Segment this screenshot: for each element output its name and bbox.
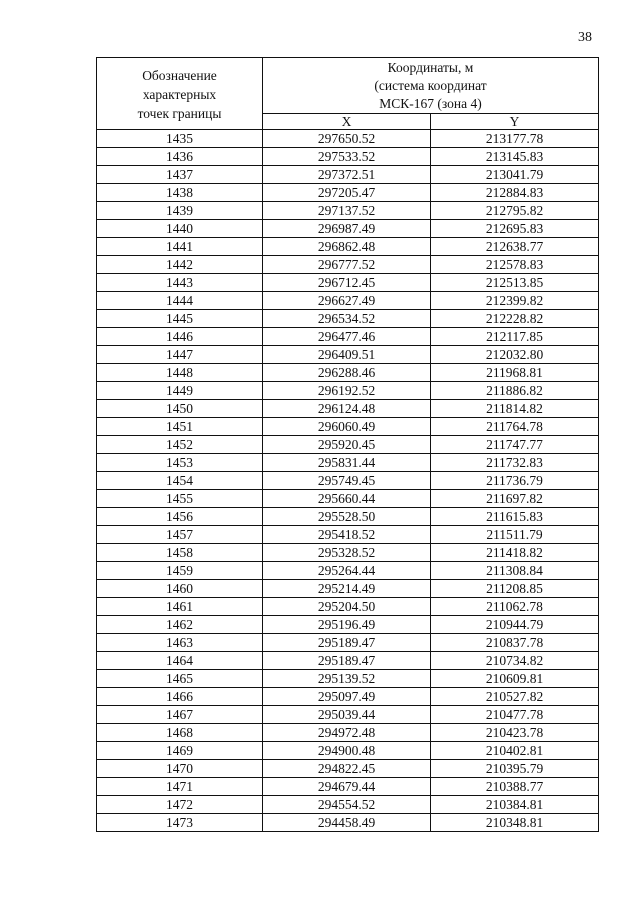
x-coordinate-cell: 297533.52 (263, 148, 431, 166)
table-row (97, 724, 599, 742)
x-coordinate-cell: 297137.52 (263, 202, 431, 220)
y-coordinate-cell: 211062.78 (431, 598, 599, 616)
y-coordinate-cell: 211697.82 (431, 490, 599, 508)
table-row (97, 490, 599, 508)
table-row (97, 814, 599, 832)
x-coordinate-cell: 295039.44 (263, 706, 431, 724)
table-row (97, 544, 599, 562)
point-cell: 1445 (97, 310, 263, 328)
x-coordinate-cell: 296862.48 (263, 238, 431, 256)
page-number: 38 (578, 30, 592, 45)
y-coordinate-cell: 210734.82 (431, 652, 599, 670)
table-row (97, 130, 599, 148)
y-coordinate-cell: 212695.83 (431, 220, 599, 238)
y-coordinate-cell: 213041.79 (431, 166, 599, 184)
table-row (97, 436, 599, 454)
point-cell: 1471 (97, 778, 263, 796)
table-row (97, 346, 599, 364)
y-coordinate-cell: 212578.83 (431, 256, 599, 274)
table-row (97, 418, 599, 436)
x-coordinate-cell: 295528.50 (263, 508, 431, 526)
point-cell: 1438 (97, 184, 263, 202)
point-cell: 1466 (97, 688, 263, 706)
y-coordinate-cell: 210944.79 (431, 616, 599, 634)
y-coordinate-cell: 212117.85 (431, 328, 599, 346)
x-coordinate-cell: 294458.49 (263, 814, 431, 832)
table-row (97, 184, 599, 202)
y-column-header: Y (431, 114, 599, 130)
table-row (97, 166, 599, 184)
table-row (97, 508, 599, 526)
x-coordinate-cell: 295418.52 (263, 526, 431, 544)
y-coordinate-cell: 211732.83 (431, 454, 599, 472)
point-cell: 1467 (97, 706, 263, 724)
x-coordinate-cell: 295196.49 (263, 616, 431, 634)
point-cell: 1463 (97, 634, 263, 652)
y-coordinate-cell: 210477.78 (431, 706, 599, 724)
coords-header-line-2: (система координат (374, 78, 487, 93)
point-cell: 1457 (97, 526, 263, 544)
x-coordinate-cell: 296477.46 (263, 328, 431, 346)
point-cell: 1436 (97, 148, 263, 166)
table-row (97, 202, 599, 220)
point-cell: 1449 (97, 382, 263, 400)
point-cell: 1451 (97, 418, 263, 436)
x-coordinate-cell: 296192.52 (263, 382, 431, 400)
point-cell: 1462 (97, 616, 263, 634)
table-row (97, 148, 599, 166)
x-coordinate-cell: 294554.52 (263, 796, 431, 814)
table-row (97, 238, 599, 256)
point-cell: 1452 (97, 436, 263, 454)
table-row (97, 634, 599, 652)
y-coordinate-cell: 210527.82 (431, 688, 599, 706)
x-coordinate-cell: 295660.44 (263, 490, 431, 508)
table-row (97, 364, 599, 382)
table-row (97, 220, 599, 238)
x-coordinate-cell: 296409.51 (263, 346, 431, 364)
x-coordinate-cell: 297650.52 (263, 130, 431, 148)
x-coordinate-cell: 296987.49 (263, 220, 431, 238)
table-row (97, 382, 599, 400)
y-coordinate-cell: 210384.81 (431, 796, 599, 814)
point-cell: 1450 (97, 400, 263, 418)
table-row (97, 796, 599, 814)
point-cell: 1441 (97, 238, 263, 256)
x-coordinate-cell: 296534.52 (263, 310, 431, 328)
table-row (97, 598, 599, 616)
coordinates-table (96, 57, 599, 832)
y-coordinate-cell: 211886.82 (431, 382, 599, 400)
table-row (97, 526, 599, 544)
table-row (97, 454, 599, 472)
coords-header-line-1: Координаты, м (387, 60, 474, 75)
x-coordinate-cell: 295920.45 (263, 436, 431, 454)
point-cell: 1456 (97, 508, 263, 526)
x-coordinate-cell: 295831.44 (263, 454, 431, 472)
y-coordinate-cell: 211511.79 (431, 526, 599, 544)
y-coordinate-cell: 212638.77 (431, 238, 599, 256)
table-row (97, 292, 599, 310)
y-coordinate-cell: 211764.78 (431, 418, 599, 436)
y-coordinate-cell: 210348.81 (431, 814, 599, 832)
y-coordinate-cell: 212513.85 (431, 274, 599, 292)
point-cell: 1458 (97, 544, 263, 562)
y-coordinate-cell: 211814.82 (431, 400, 599, 418)
point-cell: 1446 (97, 328, 263, 346)
x-coordinate-cell: 295328.52 (263, 544, 431, 562)
point-cell: 1464 (97, 652, 263, 670)
x-coordinate-cell: 295189.47 (263, 634, 431, 652)
point-cell: 1468 (97, 724, 263, 742)
point-header-line-3: точек границы (137, 106, 222, 121)
point-cell: 1437 (97, 166, 263, 184)
point-cell: 1435 (97, 130, 263, 148)
x-coordinate-cell: 296124.48 (263, 400, 431, 418)
table-row (97, 616, 599, 634)
point-cell: 1461 (97, 598, 263, 616)
x-coordinate-cell: 294822.45 (263, 760, 431, 778)
point-header-line-2: характерных (142, 87, 217, 102)
y-coordinate-cell: 212884.83 (431, 184, 599, 202)
y-coordinate-cell: 212795.82 (431, 202, 599, 220)
y-coordinate-cell: 210609.81 (431, 670, 599, 688)
point-cell: 1439 (97, 202, 263, 220)
table-row (97, 328, 599, 346)
point-cell: 1469 (97, 742, 263, 760)
y-coordinate-cell: 211736.79 (431, 472, 599, 490)
point-cell: 1448 (97, 364, 263, 382)
x-coordinate-cell: 294972.48 (263, 724, 431, 742)
y-coordinate-cell: 211208.85 (431, 580, 599, 598)
point-cell: 1459 (97, 562, 263, 580)
table-row (97, 652, 599, 670)
point-cell: 1444 (97, 292, 263, 310)
y-coordinate-cell: 211418.82 (431, 544, 599, 562)
table-row (97, 400, 599, 418)
x-coordinate-cell: 295264.44 (263, 562, 431, 580)
point-cell: 1455 (97, 490, 263, 508)
x-coordinate-cell: 295097.49 (263, 688, 431, 706)
table-row (97, 760, 599, 778)
x-coordinate-cell: 295204.50 (263, 598, 431, 616)
y-coordinate-cell: 210402.81 (431, 742, 599, 760)
point-cell: 1440 (97, 220, 263, 238)
y-coordinate-cell: 212228.82 (431, 310, 599, 328)
point-header-line-1: Обозначение (142, 68, 217, 83)
x-coordinate-cell: 297372.51 (263, 166, 431, 184)
table-row (97, 562, 599, 580)
table-row (97, 256, 599, 274)
table-row (97, 580, 599, 598)
table-row (97, 706, 599, 724)
y-coordinate-cell: 213177.78 (431, 130, 599, 148)
table-row (97, 670, 599, 688)
y-coordinate-cell: 210395.79 (431, 760, 599, 778)
table-row (97, 310, 599, 328)
point-cell: 1465 (97, 670, 263, 688)
coordinates-header (263, 58, 599, 114)
x-coordinate-cell: 295189.47 (263, 652, 431, 670)
x-column-header: X (263, 114, 431, 130)
coords-header-line-3: МСК-167 (зона 4) (379, 96, 482, 111)
point-cell: 1442 (97, 256, 263, 274)
x-coordinate-cell: 296712.45 (263, 274, 431, 292)
x-coordinate-cell: 296627.49 (263, 292, 431, 310)
point-cell: 1460 (97, 580, 263, 598)
y-coordinate-cell: 212032.80 (431, 346, 599, 364)
y-coordinate-cell: 211308.84 (431, 562, 599, 580)
point-cell: 1472 (97, 796, 263, 814)
y-coordinate-cell: 212399.82 (431, 292, 599, 310)
y-coordinate-cell: 211968.81 (431, 364, 599, 382)
table-body (97, 130, 599, 832)
x-coordinate-cell: 294679.44 (263, 778, 431, 796)
point-column-header (97, 58, 263, 130)
x-coordinate-cell: 295749.45 (263, 472, 431, 490)
point-cell: 1473 (97, 814, 263, 832)
table-header (97, 58, 599, 130)
table-row (97, 274, 599, 292)
y-coordinate-cell: 213145.83 (431, 148, 599, 166)
y-coordinate-cell: 210388.77 (431, 778, 599, 796)
x-coordinate-cell: 295214.49 (263, 580, 431, 598)
point-cell: 1470 (97, 760, 263, 778)
point-cell: 1443 (97, 274, 263, 292)
table-row (97, 472, 599, 490)
y-coordinate-cell: 210837.78 (431, 634, 599, 652)
x-coordinate-cell: 295139.52 (263, 670, 431, 688)
y-coordinate-cell: 211747.77 (431, 436, 599, 454)
x-coordinate-cell: 296777.52 (263, 256, 431, 274)
x-coordinate-cell: 294900.48 (263, 742, 431, 760)
table-row (97, 778, 599, 796)
x-coordinate-cell: 297205.47 (263, 184, 431, 202)
point-cell: 1453 (97, 454, 263, 472)
x-coordinate-cell: 296060.49 (263, 418, 431, 436)
y-coordinate-cell: 210423.78 (431, 724, 599, 742)
point-cell: 1447 (97, 346, 263, 364)
table-row (97, 742, 599, 760)
x-coordinate-cell: 296288.46 (263, 364, 431, 382)
table-row (97, 688, 599, 706)
point-cell: 1454 (97, 472, 263, 490)
y-coordinate-cell: 211615.83 (431, 508, 599, 526)
